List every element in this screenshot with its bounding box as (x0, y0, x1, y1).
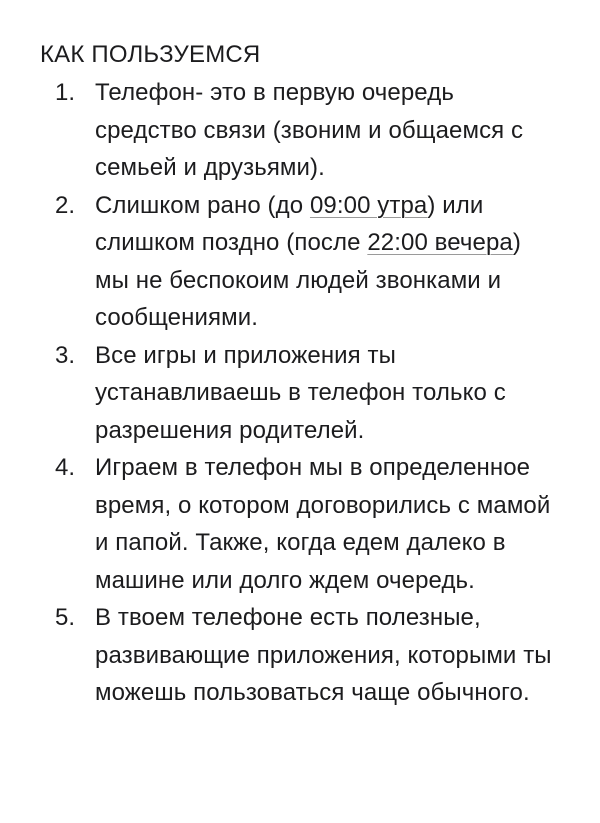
item-text (95, 187, 560, 337)
item-number: 3. (55, 341, 76, 369)
item-text-part: ) или слишком поздно (после (95, 191, 484, 256)
rules-list (40, 74, 560, 712)
item-number: 1. (55, 79, 76, 106)
item-text: Играем в телефон мы в определенное время, о котором договорились с мамой и папой. Также, когда едем далеко в машине или долго ждем очередь. (95, 454, 551, 594)
item-number: 4. (55, 454, 76, 481)
time-link-evening[interactable]: 22:00 вечера (367, 229, 513, 256)
item-number: 2. (55, 191, 76, 219)
item-text: В твоем телефоне есть полезные, развивающие приложения, которыми ты можешь пользоваться чаще обычного. (95, 604, 552, 706)
item-text-part: Слишком рано (до (95, 191, 310, 219)
time-link-morning[interactable]: 09:00 утра (309, 191, 428, 219)
list-item (40, 449, 560, 599)
list-item (40, 599, 560, 712)
section-heading: КАК ПОЛЬЗУЕМСЯ (40, 41, 261, 68)
item-text: Телефон- это в первую очередь средство связи (звоним и общаемся с семьей и друзьями). (95, 79, 524, 181)
item-number: 5. (55, 604, 76, 631)
list-item (40, 187, 560, 337)
list-item (40, 74, 560, 187)
item-text: Все игры и приложения ты устанавливаешь в телефон только с разрешения родителей. (95, 341, 506, 444)
list-item (40, 337, 560, 450)
item-text-part: ) мы не беспокоим людей звонками и сообщениями. (95, 229, 521, 331)
